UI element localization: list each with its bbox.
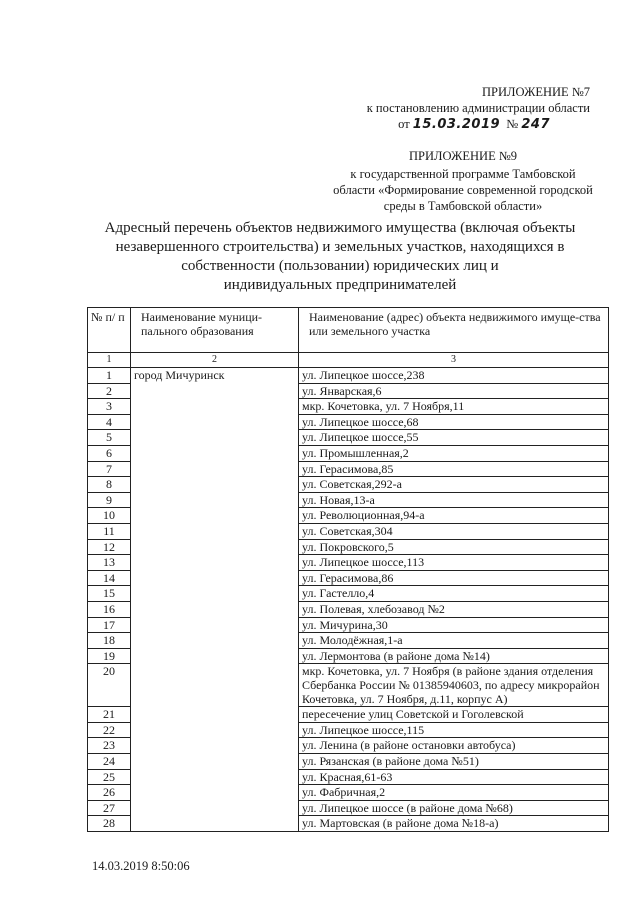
row-number: 8 <box>88 477 131 493</box>
row-address: мкр. Кочетовка, ул. 7 Ноября (в районе здания отделения Сбербанка России № 01385940603, по адресу микрорайон Кочетовка, ул. 7 Ноября, д.11, корпус А) <box>299 664 609 707</box>
appendix-9-line-3: среды в Тамбовской области» <box>383 199 543 213</box>
number-prefix: № <box>506 117 519 131</box>
table-row <box>88 368 609 384</box>
row-number: 13 <box>88 555 131 571</box>
row-address: ул. Липецкое шоссе,68 <box>299 414 609 430</box>
row-number: 1 <box>88 368 131 384</box>
row-address: пересечение улиц Советской и Гоголевской <box>299 707 609 723</box>
row-address: ул. Фабричная,2 <box>299 785 609 801</box>
header-municipality: Наименование муници-пального образования <box>131 308 299 353</box>
row-number: 10 <box>88 508 131 524</box>
appendix-9-line-2: области «Формирование современной городской <box>333 183 593 197</box>
row-address: ул. Советская,304 <box>299 523 609 539</box>
row-address: ул. Лермонтова (в районе дома №14) <box>299 648 609 664</box>
row-number: 24 <box>88 754 131 770</box>
row-address: ул. Герасимова,86 <box>299 570 609 586</box>
print-timestamp: 14.03.2019 8:50:06 <box>92 859 190 873</box>
row-address: ул. Мичурина,30 <box>299 617 609 633</box>
row-address: ул. Герасимова,85 <box>299 461 609 477</box>
row-address: ул. Покровского,5 <box>299 539 609 555</box>
row-address: ул. Липецкое шоссе,115 <box>299 722 609 738</box>
header-number: № п/ п <box>88 308 131 353</box>
row-number: 5 <box>88 430 131 446</box>
title-line-3: собственности (пользовании) юридических лиц и <box>181 258 499 274</box>
row-number: 21 <box>88 707 131 723</box>
table-header-row <box>88 308 609 353</box>
row-number: 26 <box>88 785 131 801</box>
appendix-7-header <box>367 84 590 133</box>
row-address: ул. Январская,6 <box>299 383 609 399</box>
row-number: 2 <box>88 383 131 399</box>
row-address: ул. Молодёжная,1-а <box>299 633 609 649</box>
row-address: ул. Красная,61-63 <box>299 769 609 785</box>
header-address: Наименование (адрес) объекта недвижимого имуще-ства или земельного участка <box>299 308 609 353</box>
row-address: ул. Промышленная,2 <box>299 445 609 461</box>
appendix-7-date-line <box>367 116 550 133</box>
index-cell: 1 <box>88 353 131 368</box>
municipality-cell: город Мичуринск <box>131 368 299 832</box>
row-address: ул. Мартовская (в районе дома №18-а) <box>299 816 609 832</box>
row-number: 6 <box>88 445 131 461</box>
row-address: ул. Липецкое шоссе,113 <box>299 555 609 571</box>
row-address: ул. Ленина (в районе остановки автобуса) <box>299 738 609 754</box>
table-body <box>88 368 609 832</box>
appendix-9-title: ПРИЛОЖЕНИЕ №9 <box>408 149 518 163</box>
handwritten-number: 247 <box>521 117 550 132</box>
appendix-7-line: к постановлению администрации области <box>366 101 590 115</box>
row-address: ул. Новая,13-а <box>299 492 609 508</box>
row-address: ул. Гастелло,4 <box>299 586 609 602</box>
row-number: 20 <box>88 664 131 707</box>
title-line-2: незавершенного строительства) и земельных участков, находящихся в <box>115 239 565 255</box>
row-address: ул. Революционная,94-а <box>299 508 609 524</box>
row-address: ул. Советская,292-а <box>299 477 609 493</box>
row-number: 17 <box>88 617 131 633</box>
row-number: 27 <box>88 800 131 816</box>
row-number: 4 <box>88 414 131 430</box>
row-number: 3 <box>88 399 131 415</box>
table-index-row <box>88 353 609 368</box>
appendix-9-header <box>328 148 598 214</box>
row-number: 11 <box>88 523 131 539</box>
row-number: 23 <box>88 738 131 754</box>
row-number: 19 <box>88 648 131 664</box>
row-address: ул. Липецкое шоссе,238 <box>299 368 609 384</box>
row-number: 9 <box>88 492 131 508</box>
row-address: мкр. Кочетовка, ул. 7 Ноября,11 <box>299 399 609 415</box>
address-table <box>87 307 609 832</box>
row-number: 15 <box>88 586 131 602</box>
title-line-1: Адресный перечень объектов недвижимого имущества (включая объекты <box>104 220 576 236</box>
row-number: 28 <box>88 816 131 832</box>
row-address: ул. Рязанская (в районе дома №51) <box>299 754 609 770</box>
handwritten-date: 15.03.2019 <box>412 117 501 132</box>
document-title <box>90 219 590 295</box>
date-prefix: от <box>398 117 410 131</box>
row-number: 7 <box>88 461 131 477</box>
index-cell: 2 <box>131 353 299 368</box>
appendix-9-line-1: к государственной программе Тамбовской <box>350 167 576 181</box>
row-number: 16 <box>88 601 131 617</box>
row-address: ул. Липецкое шоссе (в районе дома №68) <box>299 800 609 816</box>
row-address: ул. Полевая, хлебозавод №2 <box>299 601 609 617</box>
row-address: ул. Липецкое шоссе,55 <box>299 430 609 446</box>
row-number: 18 <box>88 633 131 649</box>
row-number: 22 <box>88 722 131 738</box>
row-number: 14 <box>88 570 131 586</box>
row-number: 25 <box>88 769 131 785</box>
appendix-7-title: ПРИЛОЖЕНИЕ №7 <box>481 85 590 99</box>
title-line-4: индивидуальных предпринимателей <box>223 277 457 293</box>
row-number: 12 <box>88 539 131 555</box>
index-cell: 3 <box>299 353 609 368</box>
